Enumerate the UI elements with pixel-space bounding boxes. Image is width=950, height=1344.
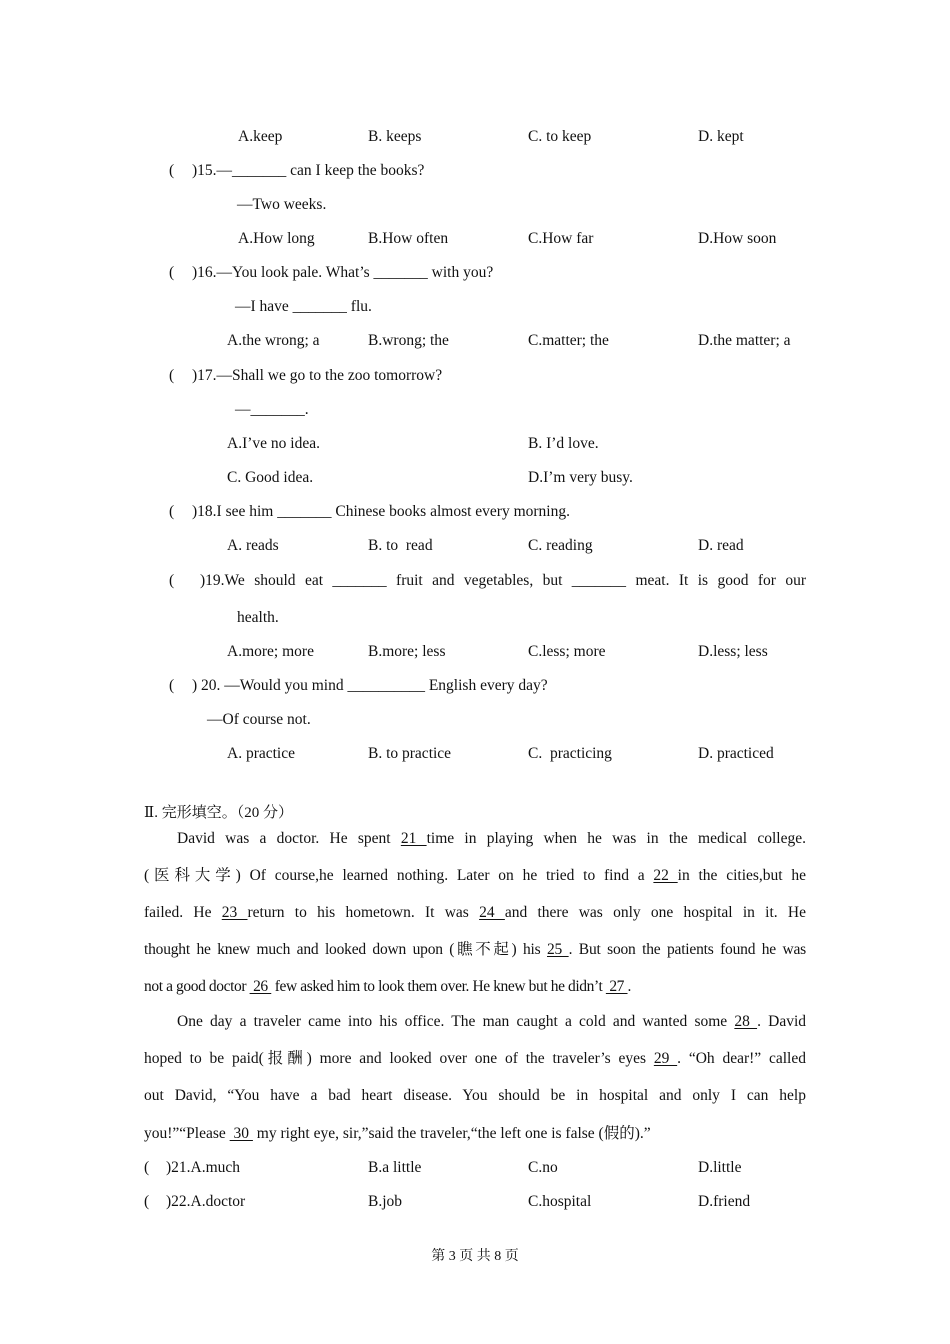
passage-line-6: One day a traveler came into his office. The man caught a cold and wanted some 28 . David bbox=[177, 1013, 807, 1030]
q18-option-b: B. to read bbox=[368, 537, 433, 554]
q20-option-d: D. practiced bbox=[698, 745, 774, 762]
q22-option-d: D.friend bbox=[698, 1193, 751, 1210]
q19-stem-continued: health. bbox=[237, 609, 279, 626]
passage-line-5: not a good doctor 26 few asked him to look them over. He knew but he didn’t 27 . bbox=[144, 978, 631, 995]
q19-option-d: D.less; less bbox=[698, 643, 768, 660]
blank-27: 27 bbox=[605, 978, 628, 995]
q17-option-c: C. Good idea. bbox=[227, 469, 314, 486]
passage-line-8: out David, “You have a bad heart disease. You should be in hospital and only I can help bbox=[144, 1087, 806, 1104]
q16-option-c: C.matter; the bbox=[528, 332, 609, 349]
q18-stem: )18.I see him _______ Chinese books almost every morning. bbox=[192, 503, 570, 520]
q19-option-c: C.less; more bbox=[528, 643, 606, 660]
q15-paren: ( bbox=[169, 162, 175, 179]
q14-option-b: B. keeps bbox=[368, 128, 422, 145]
blank-25: 25 bbox=[547, 941, 569, 958]
q15-stem: )15.—_______ can I keep the books? bbox=[192, 162, 425, 179]
page-footer: 第 3 页 共 8 页 bbox=[431, 1249, 519, 1264]
q19-stem: )19.We should eat _______ fruit and vegetables, but _______ meat. It is good for our bbox=[200, 572, 806, 589]
q19-option-b: B.more; less bbox=[368, 643, 446, 660]
q16-option-b: B.wrong; the bbox=[368, 332, 449, 349]
blank-21: 21 bbox=[400, 830, 427, 847]
q17-option-b: B. I’d love. bbox=[528, 435, 599, 452]
q18-paren: ( bbox=[169, 503, 175, 520]
q15-option-c: C.How far bbox=[528, 230, 594, 247]
q17-stem: )17.—Shall we go to the zoo tomorrow? bbox=[192, 367, 443, 384]
q22-paren: ( bbox=[144, 1193, 150, 1210]
q16-paren: ( bbox=[169, 264, 175, 281]
q14-option-c: C. to keep bbox=[528, 128, 592, 145]
passage-line-1: David was a doctor. He spent 21 time in playing when he was in the medical college. bbox=[177, 830, 806, 847]
q19-option-a: A.more; more bbox=[227, 643, 314, 660]
q20-option-a: A. practice bbox=[227, 745, 295, 762]
q18-option-c: C. reading bbox=[528, 537, 593, 554]
q16-option-d: D.the matter; a bbox=[698, 332, 791, 349]
q20-answer: —Of course not. bbox=[207, 711, 311, 728]
blank-28: 28 bbox=[734, 1013, 758, 1030]
q20-stem: ) 20. —Would you mind __________ English every day? bbox=[192, 677, 548, 694]
passage-line-2: (医科大学) Of course,he learned nothing. Later on he tried to find a 22 in the cities,but he bbox=[144, 867, 807, 884]
q22-option-c: C.hospital bbox=[528, 1193, 592, 1210]
blank-23: 23 bbox=[221, 904, 248, 921]
passage-line-7: hoped to be paid(报酬) more and looked over one of the traveler’s eyes 29 . “Oh dear!” called bbox=[144, 1050, 806, 1067]
q15-option-a: A.How long bbox=[238, 230, 315, 247]
q21-option-c: C.no bbox=[528, 1159, 558, 1176]
q16-stem: )16.—You look pale. What’s _______ with you? bbox=[192, 264, 494, 281]
q19-paren: ( bbox=[169, 572, 175, 589]
blank-26: 26 bbox=[249, 978, 272, 995]
q20-option-c: C. practicing bbox=[528, 745, 612, 762]
q17-option-a: A.I’ve no idea. bbox=[227, 435, 320, 452]
q20-paren: ( bbox=[169, 677, 175, 694]
q21-option-b: B.a little bbox=[368, 1159, 422, 1176]
q22-option-b: B.job bbox=[368, 1193, 403, 1210]
blank-24: 24 bbox=[479, 904, 505, 921]
q16-option-a: A.the wrong; a bbox=[227, 332, 320, 349]
q17-paren: ( bbox=[169, 367, 175, 384]
q18-option-a: A. reads bbox=[227, 537, 279, 554]
q17-option-d: D.I’m very busy. bbox=[528, 469, 633, 486]
q18-option-d: D. read bbox=[698, 537, 744, 554]
q15-option-b: B.How often bbox=[368, 230, 449, 247]
q17-answer: —_______. bbox=[235, 401, 309, 418]
q20-option-b: B. to practice bbox=[368, 745, 452, 762]
q21-option-d: D.little bbox=[698, 1159, 742, 1176]
passage-line-3: failed. He 23 return to his hometown. It was 24 and there was only one hospital in it. He bbox=[144, 904, 807, 921]
blank-22: 22 bbox=[653, 867, 678, 884]
q15-answer: —Two weeks. bbox=[237, 196, 327, 213]
q21-paren: ( bbox=[144, 1159, 150, 1176]
blank-29: 29 bbox=[653, 1050, 678, 1067]
passage-line-4: thought he knew much and looked down upon (瞧不起) his 25 . But soon the patients found he was bbox=[144, 941, 807, 958]
q14-option-d: D. kept bbox=[698, 128, 744, 145]
q22-option-a: )22.A.doctor bbox=[166, 1193, 246, 1210]
q21-option-a: )21.A.much bbox=[166, 1159, 241, 1176]
q16-answer: —I have _______ flu. bbox=[235, 298, 372, 315]
q15-option-d: D.How soon bbox=[698, 230, 777, 247]
passage-line-9: you!”“Please 30 my right eye, sir,”said the traveler,“the left one is false (假的).” bbox=[144, 1125, 651, 1142]
section-2-title: Ⅱ. 完形填空。（20 分） bbox=[144, 805, 293, 821]
blank-30: 30 bbox=[229, 1125, 253, 1142]
q14-option-a: A.keep bbox=[238, 128, 283, 145]
